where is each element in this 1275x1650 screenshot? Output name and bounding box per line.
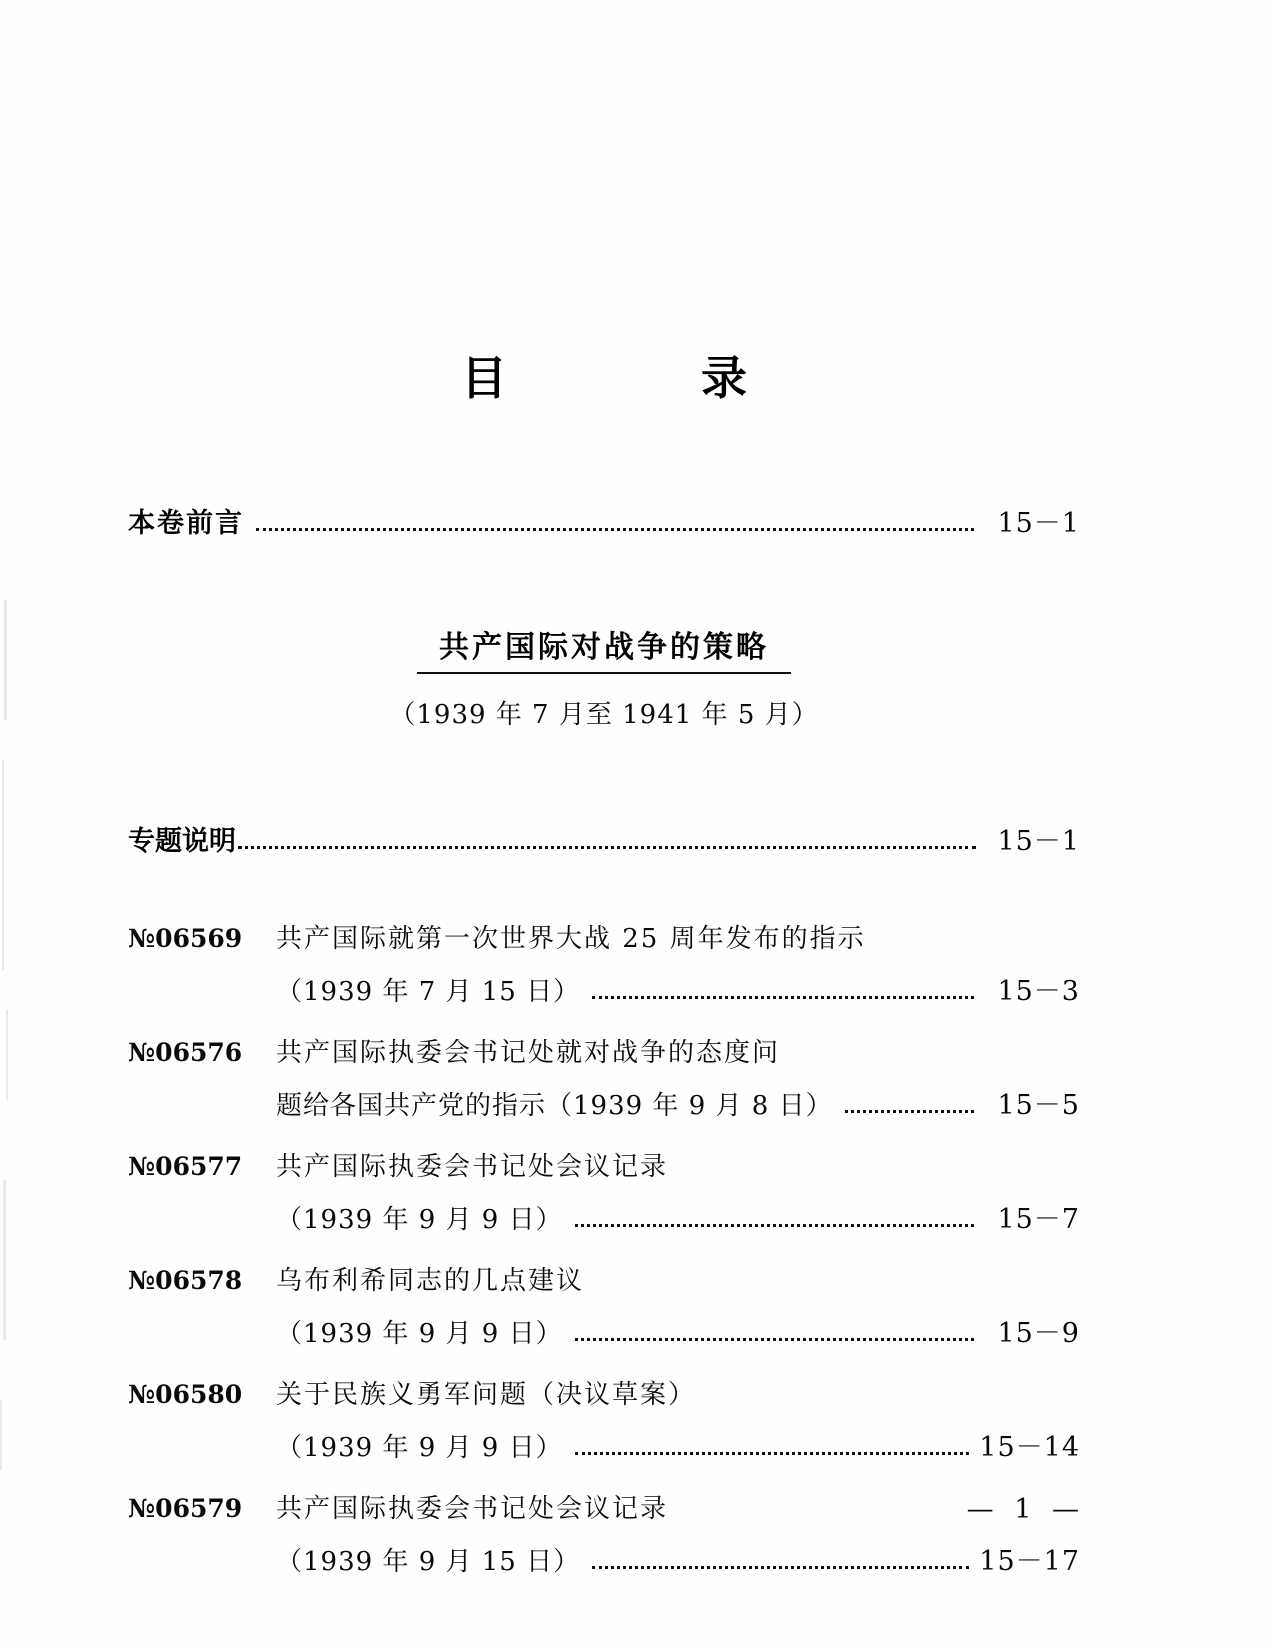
page-content — [128, 0, 1080, 1602]
document-date: （1939 年 9 月 9 日） — [276, 1319, 563, 1349]
scan-artifact — [3, 1180, 6, 1340]
toc-entry-label: 本卷前言 — [128, 508, 244, 539]
document-date: （1939 年 9 月 15 日） — [276, 1547, 581, 1577]
document-title: 共产国际执委会书记处会议记录 — [276, 1152, 669, 1182]
document-title: 共产国际就第一次世界大战 25 周年发布的指示 — [276, 924, 866, 954]
document-title: 共产国际执委会书记处会议记录 — [276, 1494, 669, 1524]
document-number: №06569 — [128, 924, 243, 953]
toc-entry-date-row — [128, 969, 1080, 1008]
toc-entry-page: 15－5 — [997, 1090, 1080, 1121]
scan-artifact — [6, 1010, 8, 1100]
toc-entry-page: 15－7 — [997, 1204, 1080, 1235]
toc-entry-page: 15－3 — [997, 976, 1080, 1007]
scan-artifact — [4, 600, 7, 720]
toc-entry[interactable] — [128, 1032, 1080, 1122]
toc-entry-date-row — [128, 1539, 1080, 1578]
section-heading — [128, 622, 1080, 731]
toc-entry-page: 15－9 — [997, 1318, 1080, 1349]
toc-entry[interactable] — [128, 1374, 1080, 1464]
toc-entry-date-row — [128, 1083, 1080, 1122]
page-title: 目 录 — [461, 351, 781, 405]
toc-entry-preface[interactable] — [128, 501, 1080, 540]
toc-entry[interactable] — [128, 1260, 1080, 1350]
toc-entry-date-row — [128, 1425, 1080, 1464]
toc-entry-title-row — [128, 1374, 1080, 1411]
toc-entry-page: 15－14 — [979, 1432, 1080, 1463]
document-number: №06580 — [128, 1380, 243, 1409]
document-number: №06576 — [128, 1038, 243, 1067]
document-date: （1939 年 7 月 15 日） — [276, 977, 581, 1007]
document-entry-list — [128, 918, 1080, 1578]
page-folio: — 1 — — [966, 1494, 1085, 1525]
toc-entry-title-row — [128, 1260, 1080, 1297]
dot-leader — [256, 528, 974, 531]
toc-entry-title-row — [128, 1146, 1080, 1183]
document-number: №06579 — [128, 1494, 243, 1523]
document-date: （1939 年 9 月 9 日） — [276, 1205, 563, 1235]
dot-leader — [592, 1566, 969, 1569]
toc-entry-label: 专题说明 — [128, 826, 236, 857]
toc-entry-page: 15－1 — [997, 826, 1080, 857]
document-title: 关于民族义勇军问题（决议草案） — [276, 1380, 697, 1410]
scan-artifact — [0, 1400, 2, 1470]
toc-entry-page: 15－17 — [979, 1546, 1080, 1577]
toc-entry[interactable] — [128, 1488, 1080, 1578]
dot-leader — [238, 846, 976, 849]
toc-entry-topic-note[interactable] — [128, 819, 1080, 858]
dot-leader — [575, 1338, 974, 1341]
section-title: 共产国际对战争的策略 — [417, 622, 791, 674]
scan-artifact — [2, 760, 4, 970]
document-date: 题给各国共产党的指示（1939 年 9 月 8 日） — [276, 1091, 833, 1121]
section-date-range: （1939 年 7 月至 1941 年 5 月） — [389, 700, 819, 730]
document-number: №06577 — [128, 1152, 243, 1181]
toc-entry-date-row — [128, 1311, 1080, 1350]
dot-leader — [592, 996, 974, 999]
toc-entry-title-row — [128, 1488, 1080, 1525]
document-title: 共产国际执委会书记处就对战争的态度问 — [276, 1038, 781, 1068]
toc-entry[interactable] — [128, 1146, 1080, 1236]
toc-entry-date-row — [128, 1197, 1080, 1236]
toc-entry-title-row — [128, 1032, 1080, 1069]
dot-leader — [575, 1452, 970, 1455]
dot-leader — [575, 1224, 974, 1227]
document-date: （1939 年 9 月 9 日） — [276, 1433, 563, 1463]
toc-entry-title-row — [128, 918, 1080, 955]
document-number: №06578 — [128, 1266, 243, 1295]
toc-entry[interactable] — [128, 918, 1080, 1008]
toc-entry-page: 15－1 — [997, 508, 1080, 539]
dot-leader — [845, 1110, 974, 1113]
document-title: 乌布利希同志的几点建议 — [276, 1266, 585, 1296]
